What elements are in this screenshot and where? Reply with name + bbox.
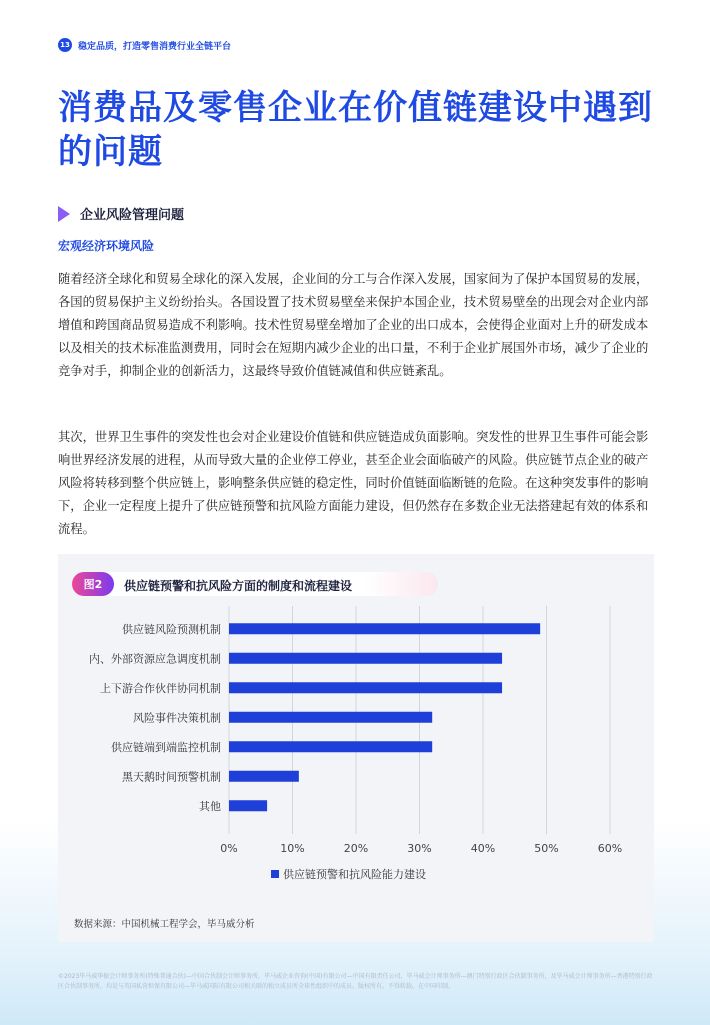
legend-swatch <box>271 870 279 878</box>
legend-label: 供应链预警和抗风险能力建设 <box>283 868 426 881</box>
bar-chart <box>58 554 654 942</box>
category-label: 供应链端到端监控机制 <box>111 740 221 754</box>
x-tick-label: 0% <box>220 842 238 855</box>
body-paragraph-2: 其次，世界卫生事件的突发性也会对企业建设价值链和供应链造成负面影响。突发性的世界卫生事件可能会影响世界经济发展的进程，从而导致大量的企业停工停业，甚至企业会面临破产的风险。供应链节点企业的破产风险将转移到整个供应链上，影响整条供应链的稳定性，同时价值链面临断链的危险。在这种突发事件的影响下，企业一定程度上提升了供应链预警和抗风险方面能力建设，但仍然存在多数企业无法搭建起有效的体系和流程。 <box>58 430 649 536</box>
x-tick-label: 20% <box>343 842 369 855</box>
x-tick-label: 50% <box>534 842 559 855</box>
body-paragraph-1: 随着经济全球化和贸易全球化的深入发展，企业间的分工与合作深入发展，国家间为了保护本国贸易的发展，各国的贸易保护主义纷纷抬头。各国设置了技术贸易壁垒来保护本国企业，技术贸易壁垒的出现会对企业内部增值和跨国商品贸易造成不利影响。技术性贸易壁垒增加了企业的出口成本，会使得企业面对上升的研发成本以及相关的技术标准监测费用，同时会在短期内减少企业的出口量，不利于企业扩展国外市场，减少了企业的竞争对手，抑制企业的创新活力，这最终导致价值链减值和供应链紊乱。 <box>58 272 649 378</box>
running-header <box>58 38 231 52</box>
figure-tag: 图2 <box>72 572 114 596</box>
bar <box>229 682 502 693</box>
category-label: 风险事件决策机制 <box>133 711 221 725</box>
data-source: 数据来源：中国机械工程学会，毕马威分析 <box>74 919 255 930</box>
category-label: 供应链风险预测机制 <box>122 622 221 636</box>
bar <box>229 741 432 752</box>
bar <box>229 712 432 723</box>
figure-panel <box>58 554 654 942</box>
bar <box>229 800 267 811</box>
x-tick-label: 40% <box>470 842 496 855</box>
triangle-bullet-icon <box>58 206 70 222</box>
running-title: 稳定品质，打造零售消费行业全链平台 <box>78 41 232 52</box>
bar <box>229 623 540 634</box>
figure-title: 供应链预警和抗风险方面的制度和流程建设 <box>124 579 353 593</box>
page-title: 消费品及零售企业在价值链建设中遇到的问题 <box>58 88 653 172</box>
section-heading <box>58 204 184 223</box>
x-tick-label: 60% <box>597 842 623 855</box>
category-label: 其他 <box>199 799 221 813</box>
x-tick-label: 10% <box>280 842 305 855</box>
footer-disclaimer: ©2023毕马威华振会计师事务所(特殊普通合伙)—中国合伙制会计师事务所，毕马威企业咨询(中国)有限公司—中国有限责任公司，毕马威会计师事务所—澳门特别行政区合伙制事务所，及毕马威会计师事务所—香港特别行政区合伙制事务所，均是与英国私营担保有限公司—毕马威国际有限公司相关联的独立成员所全球性组织中的成员。版权所有，不得转载。在中国印制。 <box>58 973 653 990</box>
section-heading-label: 企业风险管理问题 <box>80 208 185 223</box>
bar <box>229 771 299 782</box>
category-label: 上下游合作伙伴协同机制 <box>100 681 221 695</box>
x-tick-label: 30% <box>407 842 432 855</box>
subsection-heading: 宏观经济环境风险 <box>58 239 155 253</box>
category-label: 内、外部资源应急调度机制 <box>89 652 221 666</box>
category-label: 黑天鹅时间预警机制 <box>122 770 221 784</box>
page-number-badge: 13 <box>58 38 72 52</box>
bar <box>229 653 502 664</box>
